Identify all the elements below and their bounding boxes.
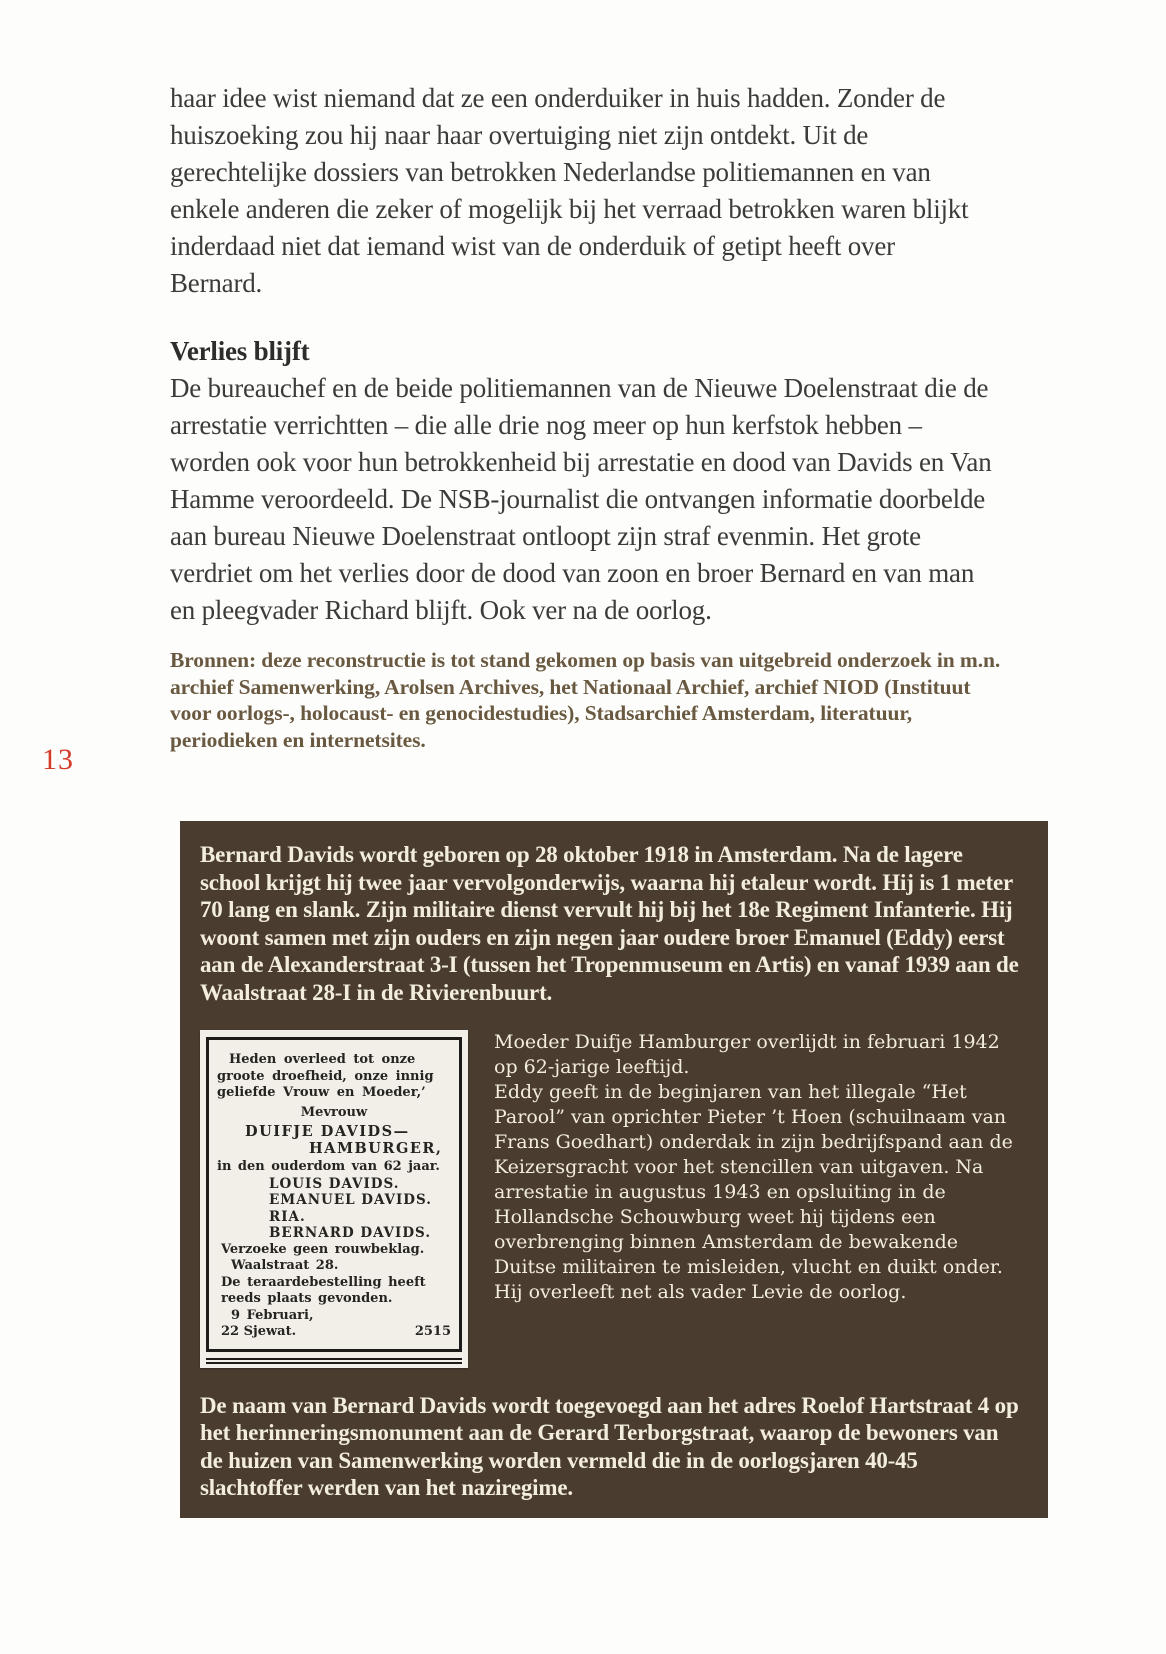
page-number: 13 (42, 743, 74, 776)
infobox-paragraph-3: De naam van Bernard Davids wordt toegevoegd aan het adres Roelof Hartstraat 4 op het herinneringsmonument aan de Gerard Terborgstraat, waarop de bewoners van de huizen van Samenwerking worden vermeld die in de oorlogsjaren 40-45 slachtoffer werden van het naziregime. (200, 1392, 1019, 1500)
clipping-relative: LOUIS DAVIDS. (269, 1175, 400, 1192)
clipping-burial: De teraardebestelling heeft reeds plaats gevonden. (221, 1274, 426, 1306)
info-box (180, 821, 1048, 1518)
clipping-intro: Heden overleed tot onze groote droefheid, onze innig geliefde Vrouw en Moeder,’ (217, 1052, 434, 1100)
infobox-right-column (494, 1030, 1024, 1305)
clipping-name-line-1: DUIFJE DAVIDS— (245, 1123, 410, 1140)
infobox-column-paragraph-2: Eddy geeft in de beginjaren van het illegale “Het Parool” van oprichter Pieter ’t Hoen (schuilnaam van Frans Goedhart) onderdak in zijn bedrijfspand aan de Keizersgracht voor het stencillen van uitgaven. Na arrestatie in augustus 1943 en opsluiting in de Hollandsche Schouwburg weet hij tijdens een overbrenging binnen Amsterdam de bewakende Duitse militairen te misleiden, vlucht en duikt onder. Hij overleeft net als vader Levie de oorlog. (494, 1081, 1013, 1303)
infobox-columns (200, 1030, 1024, 1368)
clipping-border (206, 1358, 462, 1364)
clipping-age-line: in den ouderdom van 62 jaar. (217, 1159, 440, 1174)
clipping-date-line-2: 22 Sjewat. (221, 1324, 297, 1339)
section-heading: Verlies blijft (170, 336, 310, 366)
clipping-relative: BERNARD DAVIDS. (269, 1225, 432, 1241)
obituary-clipping (200, 1030, 468, 1368)
clipping-relative: RIA. (269, 1208, 306, 1225)
intro-paragraph: haar idee wist niemand dat ze een onderduiker in huis hadden. Zonder de huiszoeking zou hij naar haar overtuiging niet zijn ontdekt. Uit de gerechtelijke dossiers van betrokken Nederlandse politiemannen en van enkele anderen die zeker of mogelijk bij het verraad betrokken waren blijkt inderdaad niet dat iemand wist van de onderduik of getipt heeft over Bernard. (170, 83, 969, 298)
body-paragraph: De bureauchef en de beide politiemannen van de Nieuwe Doelenstraat die de arrestatie verrichtten – die alle drie nog meer op hun kerfstok hebben – worden ook voor hun betrokkenheid bij arrestatie en dood van Davids en Van Hamme veroordeeld. De NSB-journalist die ontvangen informatie doorbelde aan bureau Nieuwe Doelenstraat ontloopt zijn straf evenmin. Het grote verdriet om het verlies door de dood van zoon en broer Bernard en van man en pleegvader Richard blijft. Ook ver na de oorlog. (170, 373, 992, 625)
clipping-date-line-1: 9 Februari, (231, 1307, 314, 1323)
clipping-request: Verzoeke geen rouwbeklag. (221, 1241, 425, 1257)
clipping-name-line-2: HAMBURGER, (309, 1139, 443, 1157)
clipping-date-row (221, 1324, 451, 1341)
infobox-paragraph-1: Bernard Davids wordt geboren op 28 oktober 1918 in Amsterdam. Na de lagere school krijgt hij twee jaar vervolgonderwijs, waarna hij etaleur wordt. Hij is 1 meter 70 lang en slank. Zijn militaire dienst vervult hij bij het 18e Regiment Infanterie. Hij woont samen met zijn ouders en zijn negen jaar oudere broer Emanuel (Eddy) eerst aan de Alexanderstraat 3-I (tussen het Tropenmuseum en Artis) en vanaf 1939 aan de Waalstraat 28-I in de Rivierenbuurt. (200, 842, 1019, 1005)
text-column (170, 80, 1060, 1518)
obituary-clipping-frame (206, 1037, 462, 1352)
clipping-salutation: Mevrouw (300, 1104, 368, 1120)
sources-note: Bronnen: deze reconstructie is tot stand gekomen op basis van uitgebreid onderzoek in m.n. archief Samenwerking, Arolsen Archives, het Nationaal Archief, archief NIOD (Instituut voor oorlogs-, holocaust- en genocidestudies), Stadsarchief Amsterdam, literatuur, periodieken en internetsites. (170, 648, 1001, 752)
clipping-address: Waalstraat 28. (231, 1258, 339, 1273)
clipping-relative: EMANUEL DAVIDS. (269, 1192, 432, 1208)
infobox-column-paragraph-1: Moeder Duifje Hamburger overlijdt in februari 1942 op 62-jarige leeftijd. (494, 1031, 1000, 1078)
clipping-ad-number: 2515 (414, 1324, 451, 1339)
